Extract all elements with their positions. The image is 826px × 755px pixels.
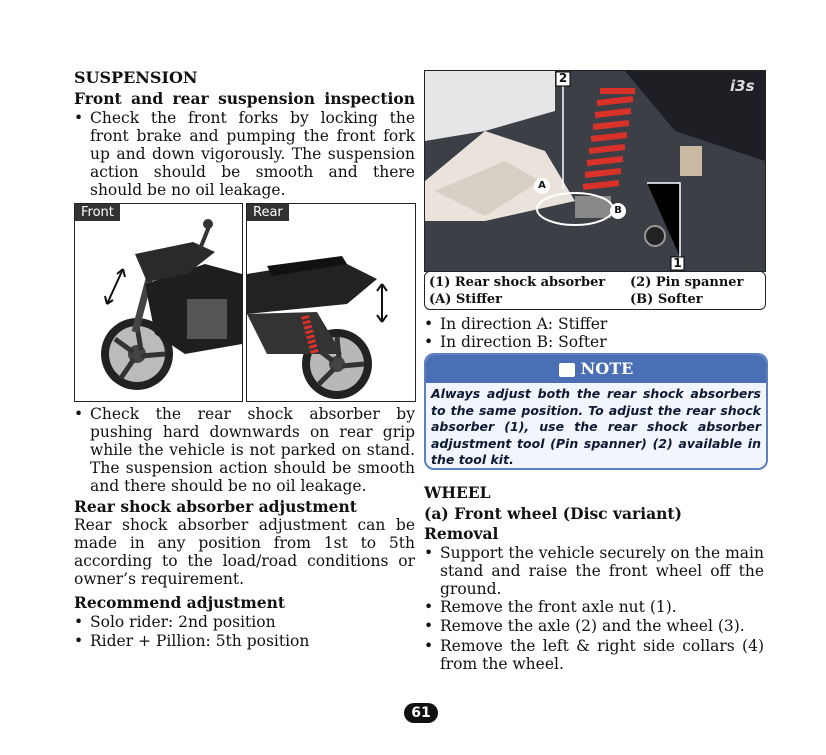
- callout-1: 1: [673, 256, 682, 270]
- bullet-dot: •: [424, 315, 434, 333]
- caption-item: (2) Pin spanner: [630, 275, 744, 290]
- inspection-heading: Front and rear suspension inspection: [74, 89, 415, 108]
- removal-heading: Removal: [424, 524, 499, 543]
- removal-item: [424, 617, 764, 635]
- bullet-dot: •: [424, 637, 434, 655]
- rear-motorcycle-illustration: [247, 204, 415, 401]
- callout-a: A: [538, 180, 546, 191]
- bullet-dot: •: [74, 405, 84, 423]
- callout-2: 2: [558, 71, 568, 85]
- wheel-title: WHEEL: [424, 483, 491, 502]
- bullet-dot: •: [424, 333, 434, 351]
- direction-item-text: In direction B: Softer: [440, 333, 607, 351]
- bullet-dot: •: [424, 617, 434, 635]
- removal-item-text: Support the vehicle securely on the main stand and raise the front wheel off the ground.: [440, 544, 764, 598]
- bullet-front-text: Check the front forks by locking the front brake and pumping the front fork up and down vigorously. The suspension action should be smooth and there should be no oil leakage.: [90, 109, 415, 199]
- direction-item: [424, 315, 764, 333]
- bullet-dot: •: [74, 109, 84, 127]
- adjustment-text: Rear shock absorber adjustment can be made in any position from 1st to 5th according to the load/road conditions or owner’s requirement.: [74, 516, 415, 588]
- recommend-item-text: Solo rider: 2nd position: [90, 613, 276, 631]
- photo-front-label: Front: [75, 204, 120, 221]
- bullet-dot: •: [74, 613, 84, 631]
- section-title: SUSPENSION: [74, 68, 198, 87]
- photo-rear-motorcycle: [246, 203, 416, 402]
- direction-item: [424, 333, 764, 351]
- recommend-item-text: Rider + Pillion: 5th position: [90, 632, 310, 650]
- photo-front-motorcycle: [74, 203, 243, 402]
- front-motorcycle-illustration: [75, 204, 242, 401]
- caption-item: (B) Softer: [630, 292, 703, 307]
- removal-item-text: Remove the front axle nut (1).: [440, 598, 677, 616]
- removal-item-text: Remove the left & right side collars (4) from the wheel.: [440, 637, 764, 673]
- bullet-rear-text: Check the rear shock absorber by pushing hard downwards on rear grip while the vehicle is not parked on stand. The suspension action should be smooth and there should be no oil leakage.: [90, 405, 415, 495]
- bullet-dot: •: [74, 632, 84, 650]
- note-title: NOTE: [580, 359, 634, 378]
- bullet-dot: •: [424, 598, 434, 616]
- recommend-heading: Recommend adjustment: [74, 593, 286, 612]
- page-number: 61: [404, 703, 438, 723]
- caption-item: (A) Stiffer: [429, 292, 503, 307]
- direction-item-text: In direction A: Stiffer: [440, 315, 608, 333]
- brand-logo: i3s: [730, 77, 755, 95]
- photo-rear-label: Rear: [247, 204, 289, 221]
- removal-item: [424, 637, 764, 673]
- bullet-dot: •: [424, 544, 434, 562]
- removal-item-text: Remove the axle (2) and the wheel (3).: [440, 617, 745, 635]
- front-wheel-heading: (a) Front wheel (Disc variant): [424, 504, 682, 523]
- bullet-rear-shock: [74, 405, 415, 495]
- bullet-front-fork: [74, 109, 415, 199]
- removal-item: [424, 598, 764, 616]
- recommend-item: [74, 632, 415, 650]
- note-box: [424, 353, 768, 470]
- recommend-item: [74, 613, 415, 631]
- photo-caption: [424, 271, 766, 310]
- note-icon: [559, 363, 575, 377]
- removal-item: [424, 544, 764, 598]
- photo-shock-adjustment: [424, 70, 766, 272]
- shock-adjustment-illustration: [425, 71, 765, 271]
- callout-b: B: [614, 205, 622, 216]
- note-text: Always adjust both the rear shock absorbers to the same position. To adjust the rear shock absorber (1), use the rear shock absorber adjustment tool (Pin spanner) (2) available in the tool kit.: [431, 386, 761, 467]
- note-header: [426, 355, 766, 383]
- caption-item: (1) Rear shock absorber: [429, 275, 606, 290]
- adjustment-heading: Rear shock absorber adjustment: [74, 497, 357, 516]
